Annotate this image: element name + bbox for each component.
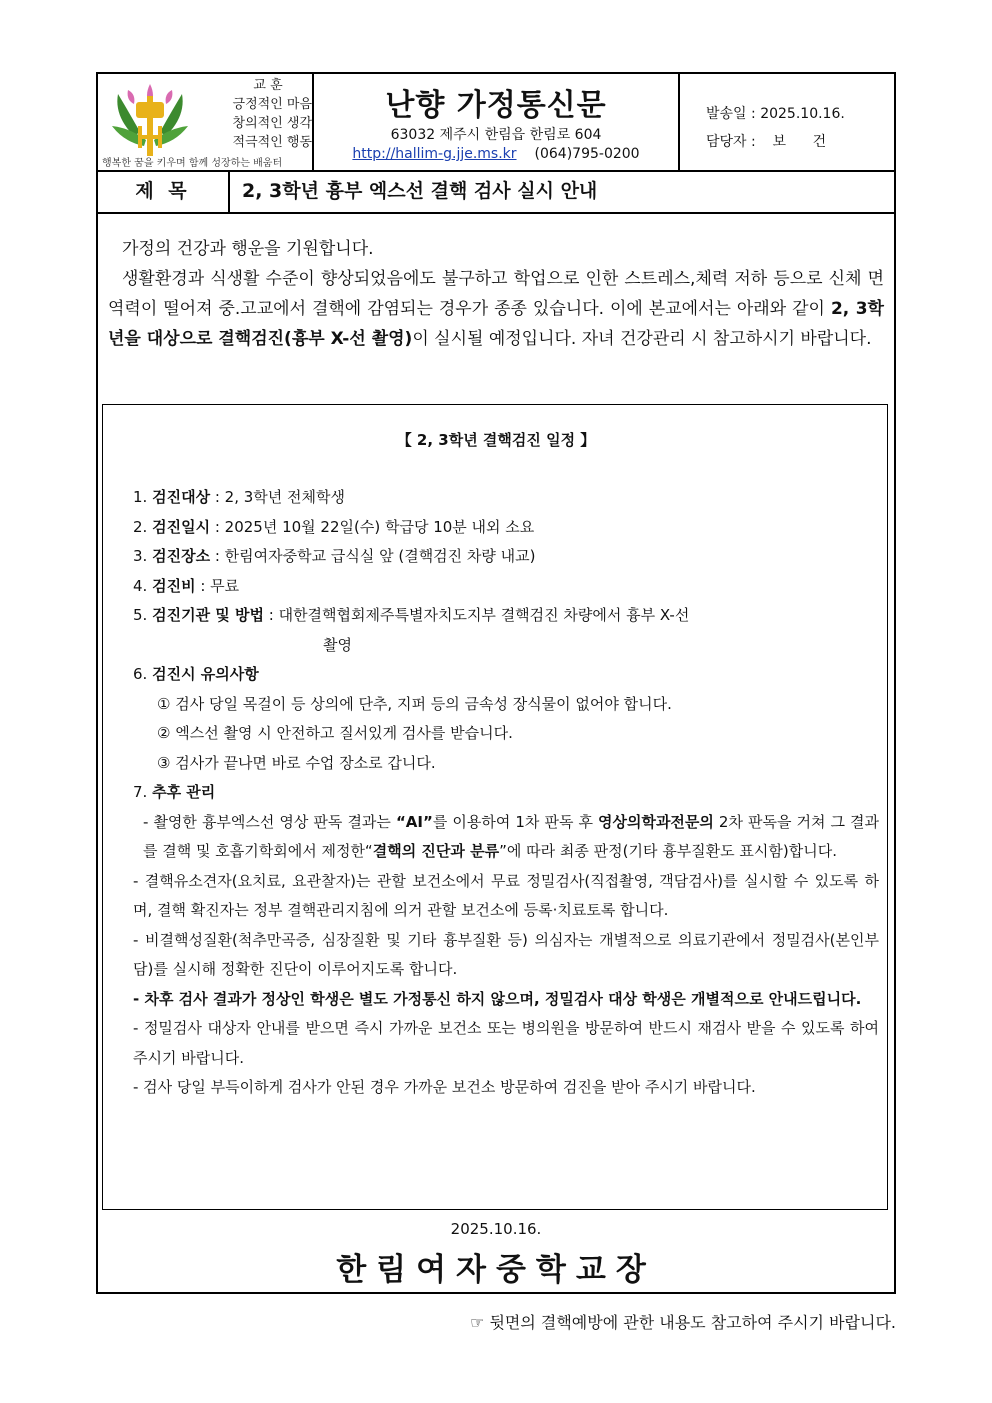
- motto-line: 창의적인 생각: [232, 116, 312, 131]
- intro-text-bold: 2, 3학년을 대상으로 결핵검진(흉부 X-선 촬영): [108, 299, 884, 349]
- item-label: 검진비: [152, 576, 196, 595]
- subject-text: 2, 3학년 흉부 엑스선 결핵 검사 실시 안내: [242, 180, 598, 202]
- school-logo-icon: [104, 76, 196, 158]
- motto-line: 적극적인 행동: [232, 135, 312, 150]
- contact-line: [314, 146, 678, 162]
- motto-line: 긍정적인 마음: [232, 97, 312, 112]
- newsletter-frame: [96, 72, 896, 1294]
- item-label: 추후 관리: [152, 783, 216, 801]
- followup-text: 2차 판독을 거쳐 그 결과를 결핵 및 호흡기학회에서 제정한“: [143, 812, 880, 860]
- list-item: 5. 검진기관 및 방법 : 대한결핵협회제주특별자치도지부 결핵검진 차량에서 흉부 X-선: [133, 606, 690, 624]
- item-value: : 2025년 10월 22일(수) 학급당 10분 내외 소요: [210, 517, 535, 536]
- item-label: 검진대상: [152, 488, 211, 506]
- school-motto: [204, 76, 312, 152]
- schedule-box: [102, 404, 888, 1210]
- manager-label: 담당자 :: [706, 134, 756, 150]
- subject-label: 제 목: [98, 170, 230, 212]
- item-value: : 2, 3학년 전체학생: [210, 488, 345, 506]
- date-value: 2025.10.16.: [760, 106, 845, 122]
- intro-text-a: 생활환경과 식생활 수준이 향상되었음에도 불구하고 학업으로 인한 스트레스,체력 저하 등으로 신체 면역력이 떨어져 중.고교에서 결핵에 감염되는 경우가 종종 있습니다. 이에 본교에서는 아래와 같이: [108, 269, 884, 319]
- meta-cell: [680, 74, 894, 170]
- item-label: 검진시 유의사항: [152, 665, 259, 683]
- intro-text-c: 이 실시될 예정입니다. 자녀 건강관리 시 참고하시기 바랍니다.: [412, 329, 872, 349]
- item-label: 검진기관 및 방법: [152, 606, 264, 624]
- list-item: 7. 추후 관리: [133, 783, 216, 801]
- title-cell: [314, 74, 680, 170]
- list-item: 1. 검진대상 : 2, 3학년 전체학생: [133, 488, 345, 506]
- followup-item: - 결핵유소견자(요치료, 요관찰자)는 관할 보건소에서 무료 정밀검사(직접촬영, 객담검사)를 실시할 수 있도록 하며, 결핵 확진자는 정부 결핵관리지침에 의거 관할 보건소에 등록·치료토록 합니다.: [133, 871, 879, 919]
- list-item: 2. 검진일시 : 2025년 10월 22일(수) 학급당 10분 내외 소요: [133, 517, 535, 536]
- followup-item: [133, 808, 879, 867]
- motto-title: 교 훈: [253, 78, 283, 93]
- followup-bold: 영상의학과전문의: [597, 812, 714, 831]
- followup-item: - 검사 당일 부득이하게 검사가 안된 경우 가까운 보건소 방문하여 검진을 받아 주시기 바랍니다.: [133, 1078, 756, 1096]
- followup-item-bold: - 차후 검사 결과가 정상인 학생은 별도 가정통신 하지 않으며, 정밀검사 대상 학생은 개별적으로 안내드립니다.: [133, 989, 862, 1008]
- item-value: : 대한결핵협회제주특별자치도지부 결핵검진 차량에서 흉부 X-선: [263, 606, 690, 624]
- item-value: : 무료: [195, 576, 240, 595]
- list-item: 3. 검진장소 : 한림여자중학교 급식실 앞 (결핵검진 차량 내교): [133, 547, 536, 565]
- item-label: 검진장소: [152, 547, 211, 565]
- item-label: 검진일시: [152, 517, 211, 536]
- date-label: 발송일 :: [706, 106, 756, 122]
- schedule-title: 【 2, 3학년 결핵검진 일정 】: [396, 431, 596, 449]
- principal-signature: 한림여자중학교장: [336, 1252, 656, 1288]
- followup-text: ”에 따라 최종 판정(기타 흉부질환도 표시함)합니다.: [499, 842, 837, 860]
- school-slogan: 행복한 꿈을 키우며 함께 성장하는 배움터: [102, 158, 283, 169]
- list-item: 6. 검진시 유의사항: [133, 665, 259, 683]
- caution-item: ② 엑스선 촬영 시 안전하고 질서있게 검사를 받습니다.: [157, 724, 513, 742]
- issue-date: 2025.10.16.: [450, 1220, 542, 1238]
- followup-item: - 비결핵성질환(척추만곡증, 심장질환 및 기타 흉부질환 등) 의심자는 개별적으로 의료기관에서 정밀검사(본인부담)를 실시해 정확한 진단이 이루어지도록 합니다.: [133, 930, 879, 978]
- caution-item: ① 검사 당일 목걸이 등 상의에 단추, 지퍼 등의 금속성 장식물이 없어야 합니다.: [157, 694, 672, 713]
- school-website-link[interactable]: http://hallim-g.jje.ms.kr: [352, 146, 517, 162]
- subject-row: [98, 170, 894, 214]
- followup-text: 를 이용하여 1차 판독 후: [432, 812, 598, 831]
- newsletter-title: 난향 가정통신문: [385, 88, 607, 123]
- list-item: 4. 검진비 : 무료: [133, 576, 240, 595]
- followup-text: - 촬영한 흉부엑스선 영상 판독 결과는: [143, 812, 396, 831]
- item-continuation: 촬영: [323, 635, 352, 654]
- manager-value: 보 건: [772, 134, 827, 150]
- school-address: 63032 제주시 한림읍 한림로 604: [390, 127, 602, 143]
- header: [98, 74, 894, 172]
- school-phone: (064)795-0200: [534, 146, 640, 162]
- followup-bold: 결핵의 진단과 분류: [372, 842, 500, 860]
- greeting: 가정의 건강과 행운을 기원합니다.: [122, 239, 374, 259]
- followup-bold: “AI”: [395, 812, 433, 831]
- footer-note: ☞ 뒷면의 결핵예방에 관한 내용도 참고하여 주시기 바랍니다.: [470, 1313, 896, 1332]
- item-value: : 한림여자중학교 급식실 앞 (결핵검진 차량 내교): [210, 547, 536, 565]
- intro-text: [108, 234, 884, 354]
- caution-item: ③ 검사가 끝나면 바로 수업 장소로 갑니다.: [157, 753, 436, 772]
- meta-info: [706, 100, 845, 156]
- schedule-items: [133, 483, 879, 1103]
- intro-paragraph: [108, 264, 884, 354]
- logo-motto-cell: [98, 74, 314, 170]
- followup-item: - 정밀검사 대상자 안내를 받으면 즉시 가까운 보건소 또는 병의원을 방문하여 반드시 재검사 받을 수 있도록 하여 주시기 바랍니다.: [133, 1019, 879, 1067]
